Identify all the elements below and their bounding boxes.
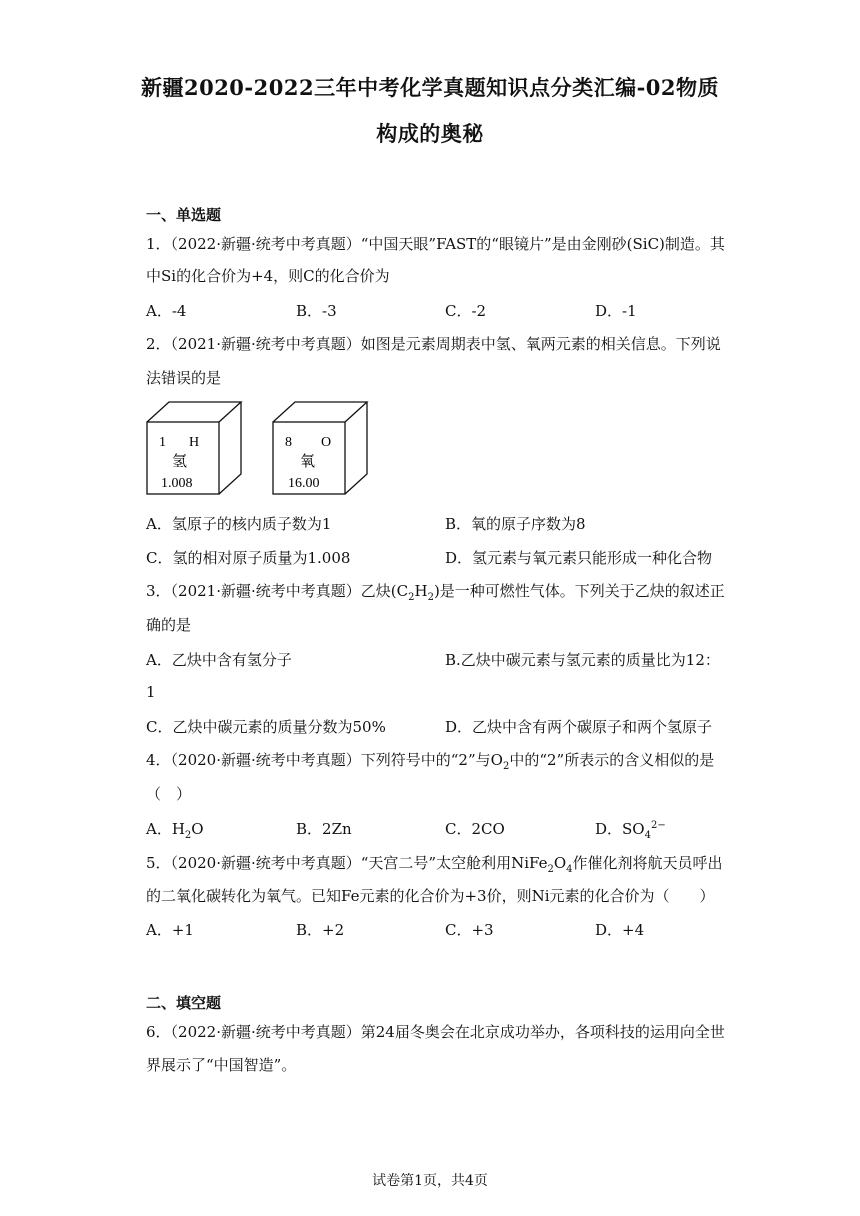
question-5-option-a[interactable]: A．+1	[146, 921, 194, 939]
question-5-line2: 的二氧化碳转化为氧气。已知Fe元素的化合价为+3价，则Ni元素的化合价为（ ）	[146, 887, 715, 905]
periodic-element-cells	[145, 400, 375, 500]
question-1-option-a[interactable]: A．-4	[146, 302, 187, 320]
question-4-option-c[interactable]: C．2CO	[445, 820, 505, 838]
element-mass-hydrogen: 1.008	[161, 476, 193, 491]
question-4-option-b[interactable]: B．2Zn	[296, 820, 352, 838]
element-symbol-oxygen: O	[321, 435, 332, 450]
periodic-table-figure	[145, 400, 375, 504]
question-3-option-c[interactable]: C．乙炔中碳元素的质量分数为50%	[146, 718, 386, 736]
question-5-option-d[interactable]: D．+4	[595, 921, 645, 939]
question-4-option-a[interactable]: A．$H_2O$	[146, 820, 204, 841]
question-3-option-b-continued: 1	[146, 683, 156, 701]
question-4-line1: 4．（2020·新疆·统考中考真题）下列符号中的“2”与$O_2$中的“2”所表示的含义相似的是	[146, 751, 715, 772]
question-3-option-d[interactable]: D．乙炔中含有两个碳原子和两个氢原子	[445, 718, 713, 736]
page-footer: 试卷第1页，共4页	[372, 1173, 488, 1189]
question-6-line1: 6．（2022·新疆·统考中考真题）第24届冬奥会在北京成功举办，各项科技的运用向全世	[146, 1023, 725, 1041]
section-heading-single-choice: 一、单选题	[146, 206, 222, 224]
question-4-option-d[interactable]: D．$SO_4^{2-}$	[595, 820, 666, 841]
question-2-line2: 法错误的是	[146, 369, 222, 387]
element-symbol-hydrogen: H	[189, 435, 200, 450]
question-1-line1: 1．（2022·新疆·统考中考真题）“中国天眼”FAST的“眼镜片”是由金刚砂(SiC)制造。其	[146, 235, 725, 253]
question-1-option-c[interactable]: C．-2	[445, 302, 487, 320]
question-2-line1: 2．（2021·新疆·统考中考真题）如图是元素周期表中氢、氧两元素的相关信息。下列说	[146, 335, 721, 353]
question-2-option-a[interactable]: A．氢原子的核内质子数为1	[146, 515, 332, 533]
page-title-line1: 新疆2020-2022三年中考化学真题知识点分类汇编-02物质	[140, 75, 720, 100]
question-5-option-b[interactable]: B．+2	[296, 921, 345, 939]
question-1-option-d[interactable]: D．-1	[595, 302, 637, 320]
question-1-option-b[interactable]: B．-3	[296, 302, 337, 320]
element-name-hydrogen: 氢	[172, 454, 188, 470]
question-2-option-b[interactable]: B．氧的原子序数为8	[445, 515, 586, 533]
question-2-option-c[interactable]: C．氢的相对原子质量为1.008	[146, 549, 351, 567]
question-4-line2: （ ）	[146, 785, 192, 803]
section-heading-fill-in: 二、填空题	[146, 994, 222, 1012]
element-mass-oxygen: 16.00	[288, 476, 320, 491]
question-5-option-c[interactable]: C．+3	[445, 921, 494, 939]
element-name-oxygen: 氧	[300, 454, 316, 470]
question-3-option-a[interactable]: A．乙炔中含有氢分子	[146, 651, 292, 669]
element-number-hydrogen: 1	[159, 435, 166, 450]
page-title-line2: 构成的奥秘	[376, 121, 484, 146]
question-3-option-b[interactable]: B.乙炔中碳元素与氢元素的质量比为12：	[445, 651, 720, 669]
question-6-line2: 界展示了“中国智造”。	[146, 1056, 297, 1074]
question-1-line2: 中Si的化合价为+4，则C的化合价为	[146, 267, 390, 285]
question-5-line1: 5．（2020·新疆·统考中考真题）“天宫二号”太空舱利用$NiFe_2O_4$作催化剂将航天员呼出	[146, 854, 723, 875]
question-3-line2: 确的是	[146, 616, 192, 634]
question-3-line1: 3．（2021·新疆·统考中考真题）乙炔$(C_2H_2)$是一种可燃性气体。下列关于乙炔的叙述正	[146, 582, 725, 603]
element-number-oxygen: 8	[285, 435, 292, 450]
question-2-option-d[interactable]: D．氢元素与氧元素只能形成一种化合物	[445, 549, 713, 567]
